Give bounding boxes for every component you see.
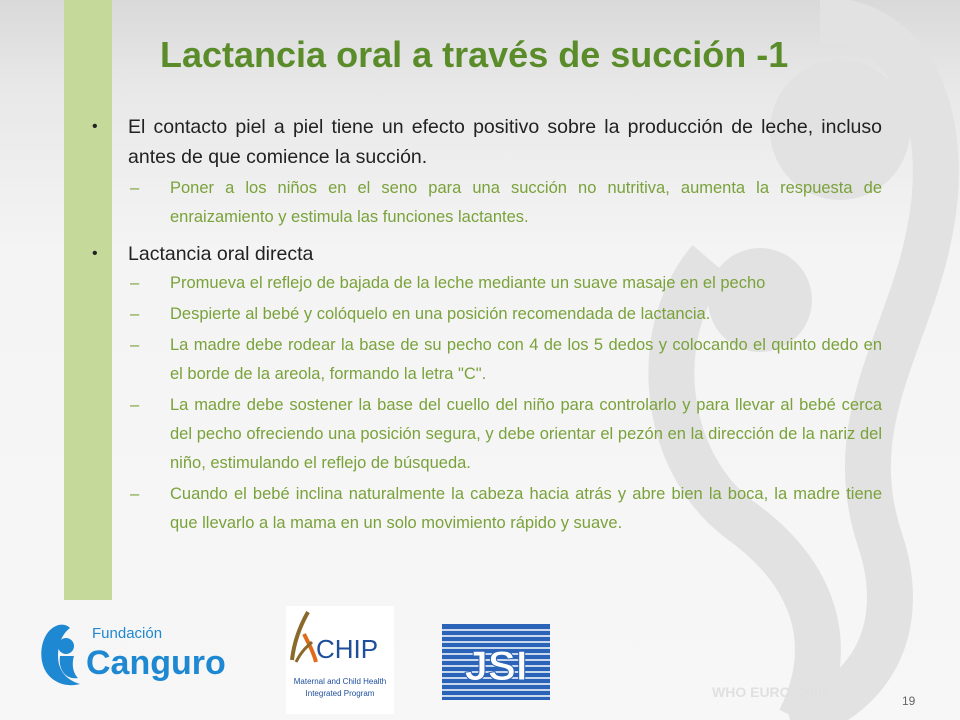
sub-text: Promueva el reflejo de bajada de la leche mediante un suave masaje en el pecho: [170, 274, 766, 292]
sub-text: La madre debe sostener la base del cuello del niño para controlarlo y para llevar al bebé cerca del pecho ofreciendo una posición segura, y debe orientar el pezón en la dirección de la nariz del niño, estimulando el reflejo de búsqueda.: [170, 396, 882, 472]
fundacion-text: Fundación: [92, 625, 163, 642]
sub-item: [92, 331, 882, 389]
sub-item: [92, 480, 882, 538]
canguro-text: Canguro: [86, 644, 226, 682]
mchip-text: CHIP: [316, 634, 379, 664]
mchip-caption-2: Integrated Program: [305, 689, 375, 698]
fundacion-canguro-logo: [36, 608, 236, 694]
jsi-logo: [442, 624, 550, 700]
page-number: 19: [902, 694, 916, 708]
mchip-caption-1: Maternal and Child Health: [293, 677, 387, 686]
dash-marker: –: [130, 396, 140, 414]
sub-item: [92, 391, 882, 478]
bullet-marker: •: [92, 245, 98, 262]
dash-marker: –: [130, 179, 140, 197]
dash-marker: –: [130, 305, 140, 323]
slide-content: [92, 112, 882, 538]
mchip-logo: [286, 606, 394, 714]
dash-marker: –: [130, 336, 140, 354]
dash-marker: –: [130, 485, 140, 503]
dash-marker: –: [130, 274, 140, 292]
sub-text: Poner a los niños en el seno para una succión no nutritiva, aumenta la respuesta de enraizamiento y estimula las funciones lactantes.: [170, 179, 882, 226]
bullet-text: Lactancia oral directa: [128, 243, 314, 265]
sub-item: [92, 300, 882, 329]
kangaroo-icon: [41, 625, 80, 686]
jsi-text: JSI: [464, 642, 528, 689]
slide-title: Lactancia oral a través de succión -1: [160, 34, 789, 75]
sub-text: Cuando el bebé inclina naturalmente la cabeza hacia atrás y abre bien la boca, la madre tiene que llevarlo a la mama en un solo movimiento rápido y suave.: [170, 485, 882, 532]
sub-item: [92, 269, 882, 298]
sub-item: [92, 174, 882, 232]
bullet-marker: •: [92, 118, 98, 135]
bullet-item: [92, 239, 882, 269]
source-citation: WHO EURO, 2002: [712, 684, 830, 700]
sub-text: La madre debe rodear la base de su pecho con 4 de los 5 dedos y colocando el quinto dedo en el borde de la areola, formando la letra "C".: [170, 336, 882, 383]
bullet-item: [92, 112, 882, 172]
sub-text: Despierte al bebé y colóquelo en una posición recomendada de lactancia.: [170, 305, 711, 323]
bullet-text: El contacto piel a piel tiene un efecto positivo sobre la producción de leche, incluso antes de que comience la succión.: [128, 116, 882, 168]
